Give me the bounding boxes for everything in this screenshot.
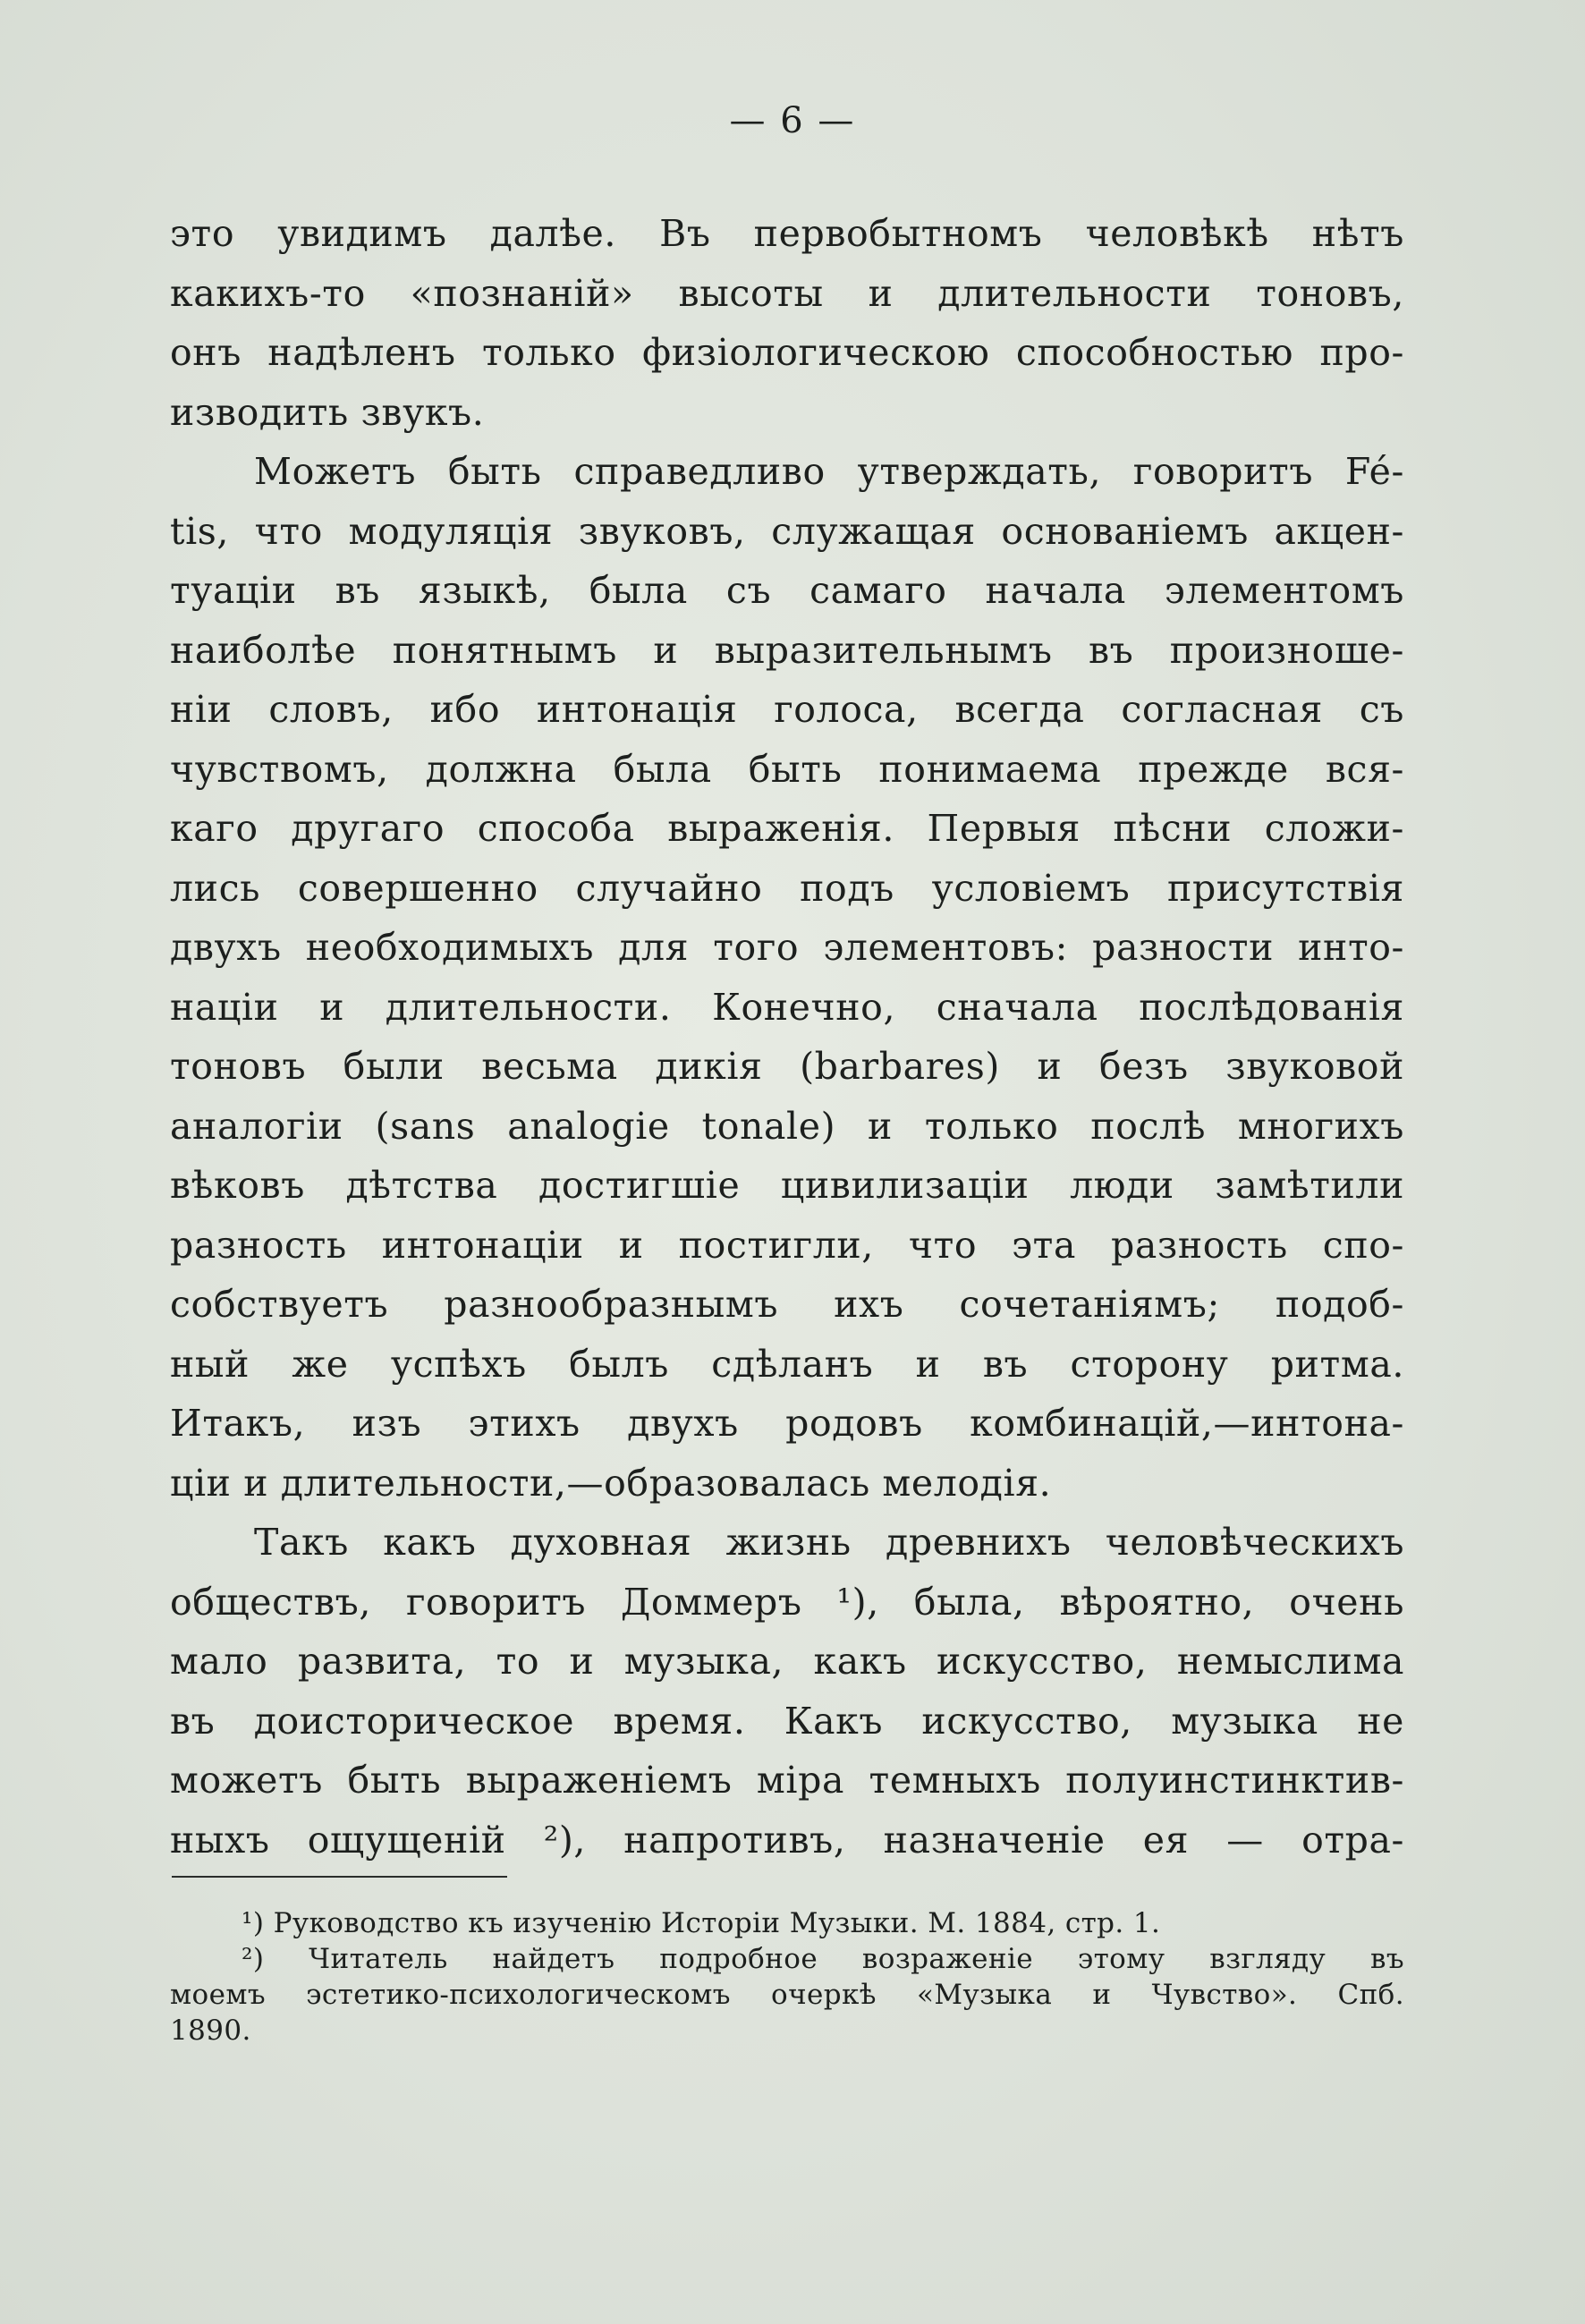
text-line: ный же успѣхъ былъ сдѣланъ и въ сторону ритма. <box>170 1342 1404 1386</box>
text-line: въ доисторическое время. Какъ искусство, музыка не <box>170 1699 1404 1743</box>
text-line: тоновъ были весьма дикія (barbares) и безъ звуковой <box>170 1045 1404 1088</box>
text-line: можетъ быть выраженіемъ міра темныхъ полуинстинктив- <box>170 1759 1404 1802</box>
text-line: это увидимъ далѣе. Въ первобытномъ человѣкѣ нѣтъ <box>170 212 1404 255</box>
text-line: чувствомъ, должна была быть понимаема прежде вся- <box>170 747 1404 791</box>
text-line: ціи и длительности,—образовалась мелодія. <box>170 1461 1052 1505</box>
text-line: націи и длительности. Конечно, сначала послѣдованія <box>170 985 1404 1029</box>
footnote-line: ²) Читатель найдетъ подробное возраженіе этому взгляду въ <box>242 1943 1404 1975</box>
text-line: ніи словъ, ибо интонація голоса, всегда согласная съ <box>170 688 1404 731</box>
text-line: каго другаго способа выраженія. Первыя пѣсни сложи- <box>170 807 1404 850</box>
footnote-1 <box>170 1905 1404 1941</box>
footnotes <box>170 1905 1404 2048</box>
page-number: — 6 — <box>729 100 856 141</box>
footnote-2 <box>170 1941 1404 2048</box>
text-line: двухъ необходимыхъ для того элементовъ: разности инто- <box>170 926 1404 969</box>
text-line: мало развита, то и музыка, какъ искусство, немыслима <box>170 1640 1404 1683</box>
paragraph <box>170 442 1404 1513</box>
text-line: вѣковъ дѣтства достигшіе цивилизаціи люди замѣтили <box>170 1164 1404 1207</box>
text-line: Можетъ быть справедливо утверждать, говоритъ Fé- <box>254 450 1404 493</box>
paragraph <box>170 1513 1404 1870</box>
text-line: разность интонаціи и постигли, что эта разность спо- <box>170 1223 1404 1267</box>
text-line: изводить звукъ. <box>170 390 485 434</box>
text-line: ныхъ ощущеній ²), напротивъ, назначеніе ея — отра- <box>170 1818 1404 1862</box>
text-line: tis, что модуляція звуковъ, служащая основаніемъ акцен- <box>170 509 1404 553</box>
text-line: какихъ-то «познаній» высоты и длительности тоновъ, <box>170 271 1404 315</box>
footnote-divider <box>172 1876 507 1878</box>
footnote-line: 1890. <box>170 2014 251 2047</box>
text-line: Такъ какъ духовная жизнь древнихъ человѣческихъ <box>254 1521 1404 1564</box>
footnote-line: моемъ эстетико-психологическомъ очеркѣ «Музыка и Чувство». Спб. <box>170 1979 1404 2011</box>
text-line: аналогіи (sans analogie tonale) и только послѣ многихъ <box>170 1104 1404 1148</box>
footnote-line: ¹) Руководство къ изученію Исторіи Музыки. М. 1884, стр. 1. <box>242 1907 1161 1939</box>
text-line: обществъ, говоритъ Доммеръ ¹), была, вѣроятно, очень <box>170 1580 1404 1624</box>
text-line: онъ надѣленъ только физіологическою способностью про- <box>170 331 1404 374</box>
body-text <box>170 204 1404 1870</box>
paragraph <box>170 204 1404 442</box>
text-line: туаціи въ языкѣ, была съ самаго начала элементомъ <box>170 569 1404 612</box>
text-line: собствуетъ разнообразнымъ ихъ сочетаніямъ; подоб- <box>170 1283 1404 1326</box>
text-line: лись совершенно случайно подъ условіемъ присутствія <box>170 866 1404 910</box>
text-line: Итакъ, изъ этихъ двухъ родовъ комбинацій,—интона- <box>170 1402 1404 1445</box>
text-line: наиболѣе понятнымъ и выразительнымъ въ произноше- <box>170 628 1404 672</box>
